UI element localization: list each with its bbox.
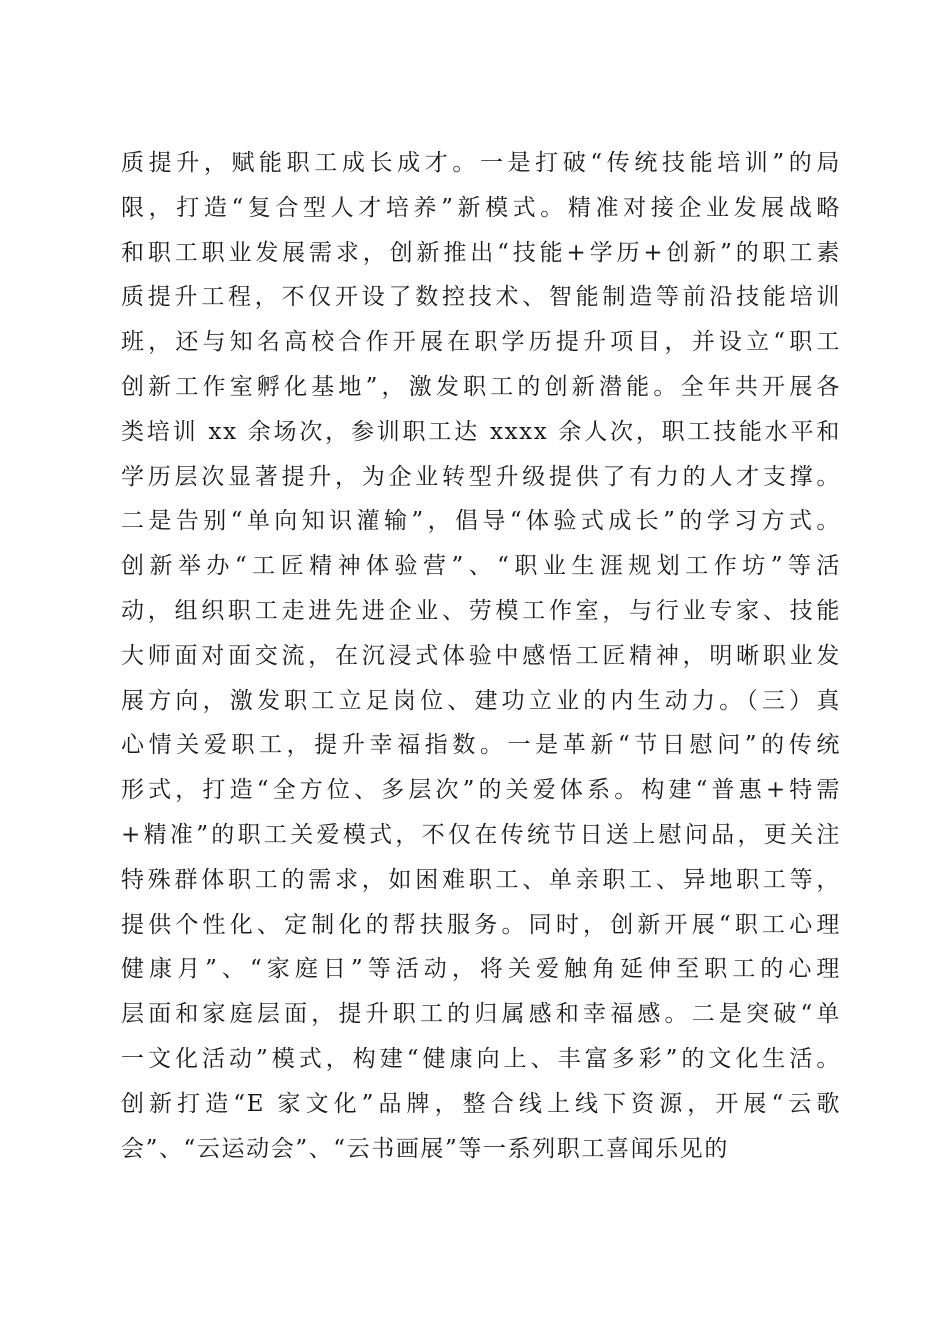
text-line: 特殊群体职工的需求，如困难职工、单亲职工、异地职工等，: [121, 866, 841, 893]
text-line: 学历层次显著提升，为企业转型升级提供了有力的人才支撑。: [121, 463, 841, 490]
text-line: 一文化活动”模式，构建“健康向上、丰富多彩”的文化生活。: [121, 1045, 841, 1072]
text-line: 心情关爱职工，提升幸福指数。一是革新“节日慰问”的传统: [121, 732, 841, 759]
text-line: 限，打造“复合型人才培养”新模式。精准对接企业发展战略: [121, 194, 841, 221]
text-line: 大师面对面交流，在沉浸式体验中感悟工匠精神，明晰职业发: [121, 642, 841, 669]
text-line: 动，组织职工走进先进企业、劳模工作室，与行业专家、技能: [121, 597, 841, 624]
text-line: 类培训 xx 余场次，参训职工达 xxxx 余人次，职工技能水平和: [121, 418, 841, 445]
text-line: 质提升，赋能职工成长成才。一是打破“传统技能培训”的局: [121, 150, 841, 176]
text-line: 形式，打造“全方位、多层次”的关爱体系。构建“普惠+特需: [121, 777, 841, 804]
text-line: 创新举办“工匠精神体验营”、“职业生涯规划工作坊”等活: [121, 553, 841, 580]
text-line: +精准”的职工关爱模式，不仅在传统节日送上慰问品，更关注: [121, 821, 841, 848]
text-line: 提供个性化、定制化的帮扶服务。同时，创新开展“职工心理: [121, 911, 841, 938]
text-line: 层面和家庭层面，提升职工的归属感和幸福感。二是突破“单: [121, 1001, 841, 1028]
body-text: [121, 141, 841, 1171]
text-line: 创新打造“E 家文化”品牌，整合线上线下资源，开展“云歌: [121, 1090, 841, 1117]
text-line: 展方向，激发职工立足岗位、建功立业的内生动力。（三）真: [121, 687, 841, 714]
text-line: 会”、“云运动会”、“云书画展”等一系列职工喜闻乐见的: [121, 1135, 729, 1162]
text-line: 二是告别“单向知识灌输”，倡导“体验式成长”的学习方式。: [121, 508, 841, 535]
text-line: 班，还与知名高校合作开展在职学历提升项目，并设立“职工: [121, 329, 841, 356]
text-line: 创新工作室孵化基地”，激发职工的创新潜能。全年共开展各: [121, 373, 841, 400]
text-line: 和职工职业发展需求，创新推出“技能+学历+创新”的职工素: [121, 239, 841, 266]
text-line: 健康月”、“家庭日”等活动，将关爱触角延伸至职工的心理: [121, 956, 841, 983]
text-line: 质提升工程，不仅开设了数控技术、智能制造等前沿技能培训: [121, 284, 841, 311]
